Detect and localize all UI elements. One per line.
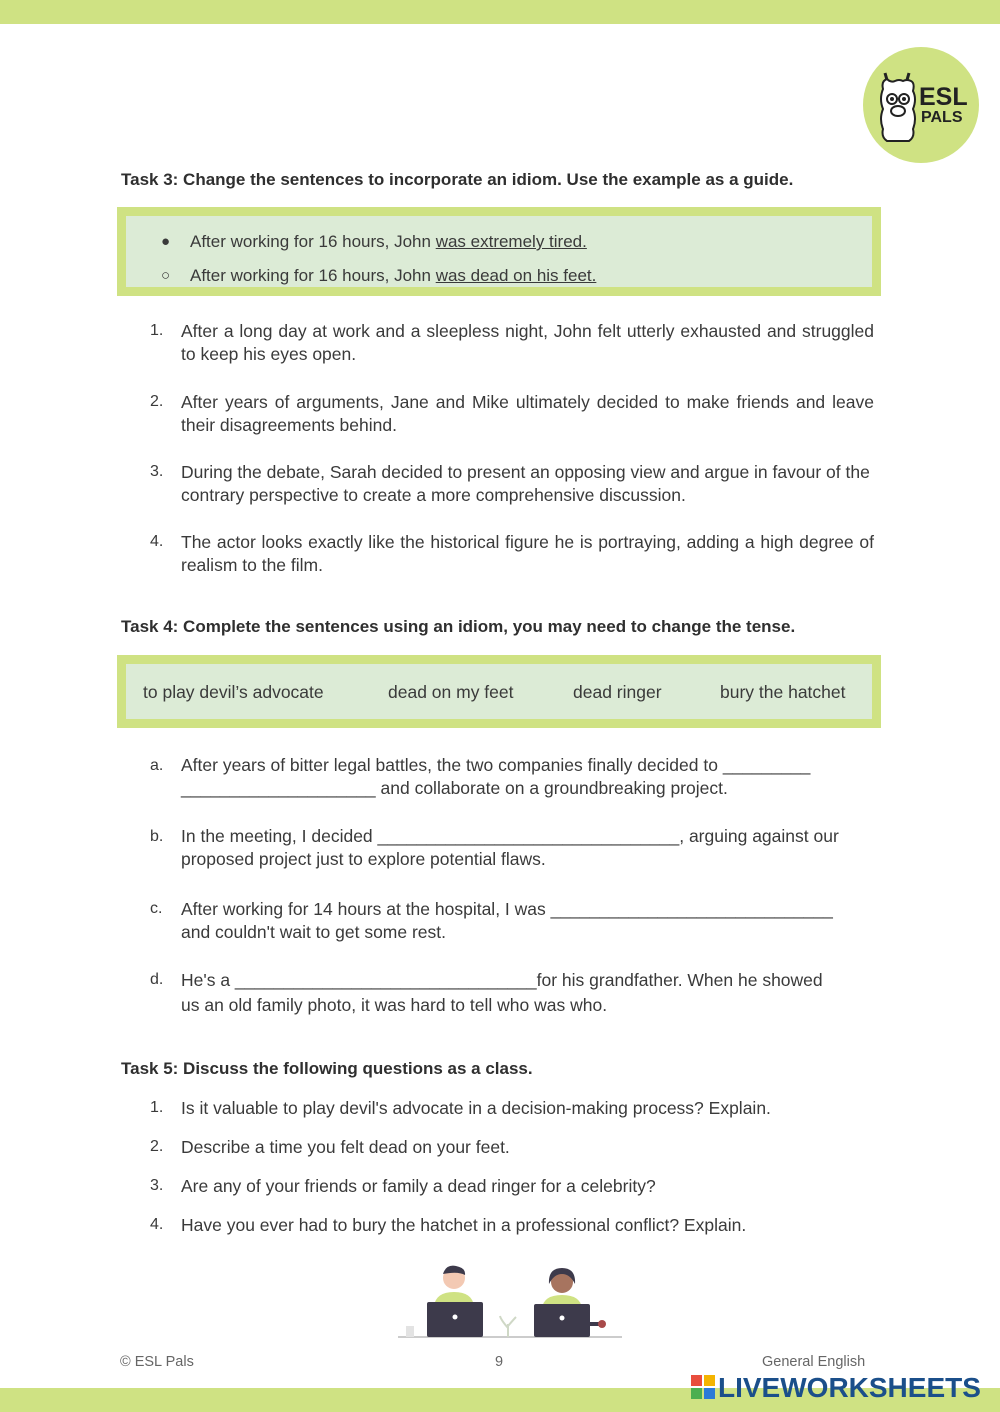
task5-item-number: 3. [150,1177,164,1194]
task5-question: Are any of your friends or family a dead ringer for a celebrity? [181,1176,656,1196]
task4-item-line[interactable]: ____________________ and collaborate on a groundbreaking project. [181,778,728,798]
task3-example-box [117,207,881,296]
example-bullet-filled: ● [161,233,171,250]
task4-item-letter: b. [150,828,164,845]
task5-question: Is it valuable to play devil's advocate in a decision-making process? Explain. [181,1098,771,1118]
logo-text-pals: PALS [921,109,963,126]
task3-item-text: The actor looks exactly like the historical figure he is portraying, adding a high degree of realism to the film. [181,532,874,575]
example-sentence-original: After working for 16 hours, John was extremely tired. [190,232,587,251]
people-at-laptops-illustration [396,1262,624,1342]
task3-item-number: 1. [150,322,164,339]
task5-question: Have you ever had to bury the hatchet in a professional conflict? Explain. [181,1215,747,1235]
task4-item-line[interactable]: After working for 14 hours at the hospital, I was _____________________________ [181,899,833,919]
task3-item-text: After a long day at work and a sleepless night, John felt utterly exhausted and struggled to keep his eyes open. [181,321,874,364]
example-sentence-idiom: After working for 16 hours, John was dead on his feet. [190,266,597,285]
footer-copyright: © ESL Pals [120,1354,194,1370]
task4-item-line[interactable]: In the meeting, I decided _______________________________, arguing against our [181,826,839,846]
task4-item-line[interactable]: He's a _______________________________for his grandfather. When he showed [181,970,823,990]
top-accent-bar [0,0,1000,24]
task4-item-line: proposed project just to explore potential flaws. [181,849,546,869]
task3-item-number: 2. [150,393,164,410]
footer-course: General English [762,1354,866,1370]
task5-item-number: 4. [150,1216,164,1233]
llama-icon [875,69,921,143]
task5-question: Describe a time you felt dead on your feet. [181,1137,510,1157]
task3-item-text: During the debate, Sarah decided to present an opposing view and argue in favour of the contrary perspective to create a more comprehensive discussion. [181,462,870,505]
word-bank-item: to play devil’s advocate [143,682,324,702]
logo-text-esl: ESL [919,83,968,111]
task3-item-text: After years of arguments, Jane and Mike ultimately decided to make friends and leave their disagreements behind. [181,392,874,435]
task4-item-line: us an old family photo, it was hard to tell who was who. [181,995,608,1015]
example-bullet-hollow: ○ [161,267,171,284]
liveworksheets-text: LIVEWORKSHEETS [718,1372,981,1403]
footer-page-number: 9 [495,1354,504,1370]
word-bank-item: dead ringer [573,682,662,702]
task3-item-number: 3. [150,463,164,480]
task4-title: Task 4: Complete the sentences using an idiom, you may need to change the tense. [121,617,796,636]
task4-item-letter: a. [150,757,164,774]
word-bank-item: dead on my feet [388,682,514,702]
task4-item-line: and couldn't wait to get some rest. [181,922,447,942]
task4-item-letter: c. [150,900,163,917]
task4-item-letter: d. [150,971,164,988]
esl-pals-logo [863,47,979,163]
task5-title: Task 5: Discuss the following questions as a class. [121,1059,533,1078]
word-bank-item: bury the hatchet [720,682,846,702]
task3-item-number: 4. [150,533,164,550]
task3-title: Task 3: Change the sentences to incorporate an idiom. Use the example as a guide. [121,170,794,189]
liveworksheets-logo-icon [690,1374,716,1400]
task4-word-bank [117,655,881,728]
task5-item-number: 2. [150,1138,164,1155]
task4-item-line[interactable]: After years of bitter legal battles, the two companies finally decided to _________ [181,755,811,775]
task5-item-number: 1. [150,1099,164,1116]
